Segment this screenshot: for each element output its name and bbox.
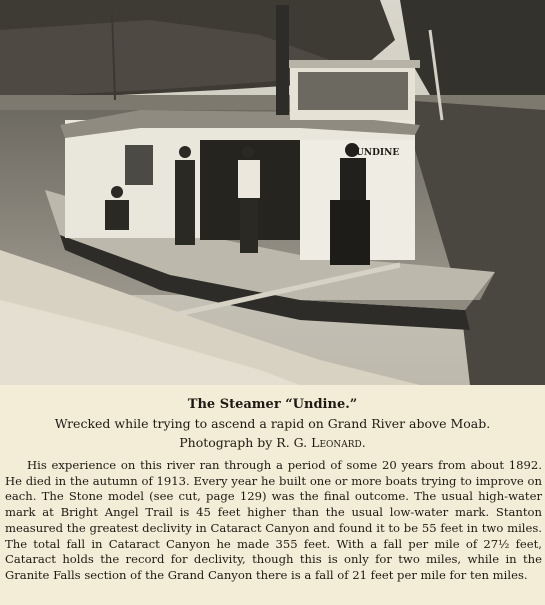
body-text (5, 458, 542, 584)
caption-credit (0, 435, 545, 450)
credit-prefix: Photograph by R. G. L (179, 435, 320, 450)
boat-name-label: UNDINE (356, 148, 400, 158)
body-paragraph: His experience on this river ran through a period of some 20 years from about 1892. He died in the autumn of 1913. Every year he built one or more boats trying to improve on each. The Stone model (see cut, page 129) was the final outcome. The usual high-water mark at Bright Angel Trail is 45 feet higher than the usual low-water mark. Stanton measured the greatest declivity in Cataract Canyon and found it to be 55 feet in two miles. The total fall in Cataract Canyon he made 355 feet. With a fall per mile of 27½ feet, Cataract holds the record for declivity, though this is only for two miles, while in the Granite Falls section of the Grand Canyon there is a fall of 21 feet per mile for ten miles. (5, 458, 542, 582)
credit-surname-smallcaps: eonard (319, 435, 362, 450)
caption-title: The Steamer “Undine.” (187, 397, 358, 412)
caption-description: Wrecked while trying to ascend a rapid on Grand River above Moab. (54, 416, 491, 431)
credit-suffix: . (361, 435, 366, 450)
